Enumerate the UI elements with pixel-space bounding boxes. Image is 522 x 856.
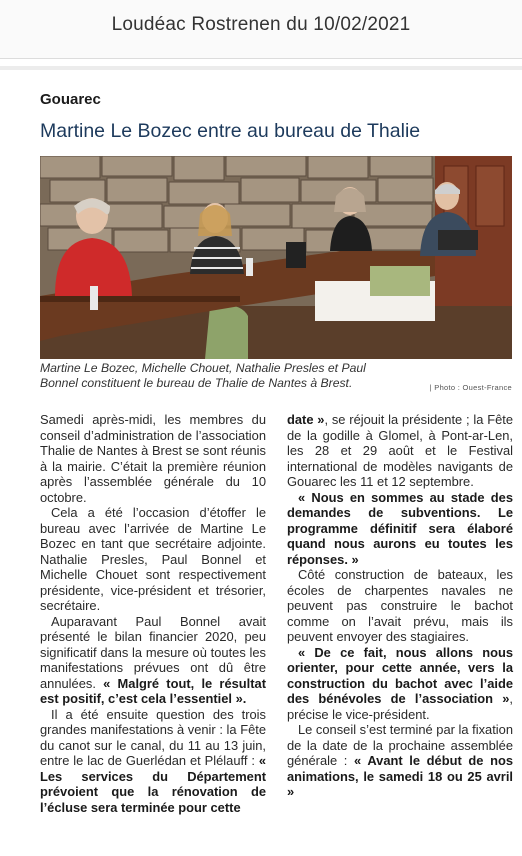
photo-caption: Martine Le Bozec, Michelle Chouet, Nathalie Presles et Paul Bonnel constituent le bureau de Thalie de Nantes à Brest. — [40, 361, 366, 390]
article-column-1 — [40, 412, 266, 815]
paragraph-text: Auparavant Paul Bonnel avait présenté le bilan financier 2020, peu significatif dans la mesure où toutes les manifestations prévues ont dû être annulées. — [40, 613, 266, 691]
paragraph-text: Il a été ensuite question des trois grandes manifestations à venir : la Fête du canot sur le canal, du 11 au 13 juin, entre le lac de Guerlédan et Plélauff : — [40, 706, 266, 768]
paragraph — [40, 707, 266, 816]
paragraph — [287, 645, 513, 723]
quote: date » — [287, 412, 325, 427]
page-header — [0, 0, 522, 59]
article-column-2 — [287, 412, 513, 800]
paragraph — [287, 490, 513, 568]
divider — [0, 66, 522, 70]
paragraph-text: , se réjouit la présidente ; la Fête de la godille à Glomel, à Pont-ar-Len, les 28 et 29 août et le Festival international de modèles navigants de Gouarec les 11 et 12 septembre. — [287, 412, 514, 489]
paragraph: Côté construction de bateaux, les écoles de charpentes navales ne peuvent pas construire le bachot comme on l’avait prévu, mais ils peuvent envoyer des stagiaires. — [287, 567, 513, 644]
paragraph: Cela a été l’occasion d’étoffer le bureau avec l’arrivée de Martine Le Bozec en tant que secrétaire adjointe. Nathalie Presles, Paul Bonnel et Michelle Chouet sont respectivement présidente, vice-président et trésorier, secrétaire. — [40, 505, 266, 613]
paragraph — [40, 614, 266, 707]
photo-credit: | Photo : Ouest-France — [429, 383, 512, 392]
quote: « Les services du Département prévoient que la rénovation de l’écluse sera terminée pour cette — [40, 753, 266, 815]
paragraph: Samedi après-midi, les membres du conseil d’administration de l’association Thalie de Nantes à Brest se sont réunis à la mairie. C’était la première réunion après l’assemblée générale du 10 octobre. — [40, 412, 266, 505]
quote: « Nous en sommes au stade des demandes de subventions. Le programme définitif sera élaboré quand nous aurons eu toutes les réponses. » — [287, 489, 513, 567]
article-photo — [40, 156, 512, 359]
paragraph-text: , précise le vice-président. — [287, 691, 513, 722]
photo-illustration — [40, 156, 512, 359]
article-headline: Martine Le Bozec entre au bureau de Thalie — [40, 120, 421, 142]
paragraph — [287, 722, 513, 800]
section-label: Gouarec — [40, 91, 101, 108]
paragraph — [287, 412, 513, 490]
quote: « Malgré tout, le résultat est positif, c’est cela l’essentiel ». — [40, 675, 266, 706]
quote: « De ce fait, nous allons nous orienter, pour cette année, vers la construction du bachot avec l’aide des bénévoles de l’association » — [287, 644, 513, 706]
paragraph-text: Le conseil s’est terminé par la fixation de la date de la prochaine assemblée générale : — [287, 722, 513, 768]
quote: « Avant le début de nos animations, le samedi 18 ou 25 avril » — [287, 753, 513, 799]
page-title: Loudéac Rostrenen du 10/02/2021 — [111, 14, 411, 35]
